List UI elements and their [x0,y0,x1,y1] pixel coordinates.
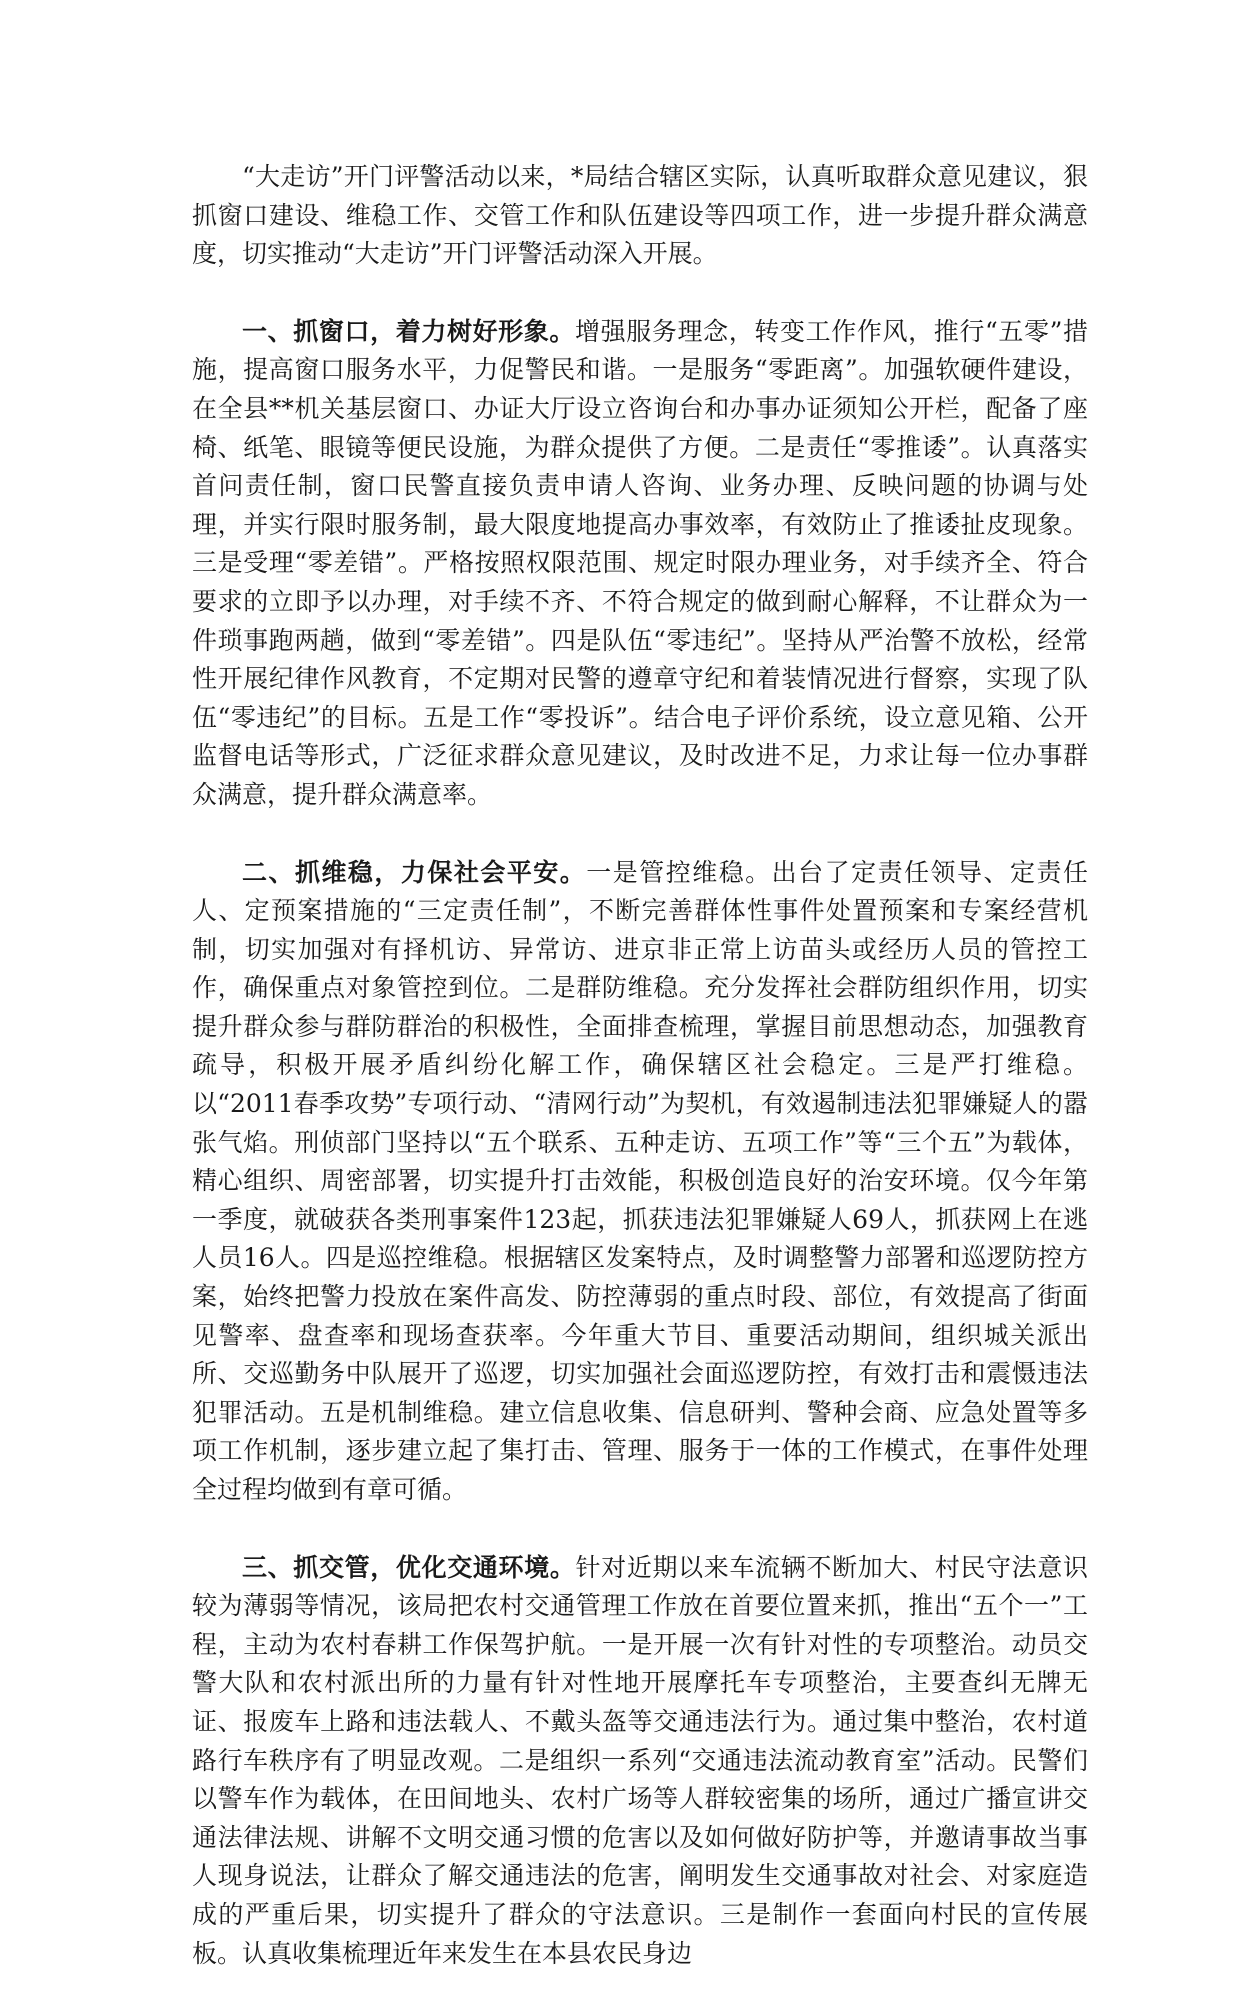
section-body-3: 针对近期以来车流辆不断加大、村民守法意识较为薄弱等情况，该局把农村交通管理工作放在首要位置来抓，推出“五个一”工程，主动为农村春耕工作保驾护航。一是开展一次有针对性的专项整治。动员交警大队和农村派出所的力量有针对性地开展摩托车专项整治，主要查纠无牌无证、报废车上路和违法载人、不戴头盔等交通违法行为。通过集中整治，农村道路行车秩序有了明显改观。二是组织一系列“交通违法流动教育室”活动。民警们以警车作为载体，在田间地头、农村广场等人群较密集的场所，通过广播宣讲交通法律法规、讲解不文明交通习惯的危害以及如何做好防护等，并邀请事故当事人现身说法，让群众了解交通违法的危害，阐明发生交通事故对社会、对家庭造成的严重后果，切实提升了群众的守法意识。三是制作一套面向村民的宣传展板。认真收集梳理近年来发生在本县农民身边 [192,1552,1088,1968]
section-body-1: 增强服务理念，转变工作作风，推行“五零”措施，提高窗口服务水平，力促警民和谐。一是服务“零距离”。加强软硬件建设，在全县**机关基层窗口、办证大厅设立咨询台和办事办证须知公开栏，配备了座椅、纸笔、眼镜等便民设施，为群众提供了方便。二是责任“零推诿”。认真落实首问责任制，窗口民警直接负责申请人咨询、业务办理、反映问题的协调与处理，并实行限时服务制，最大限度地提高办事效率，有效防止了推诿扯皮现象。三是受理“零差错”。严格按照权限范围、规定时限办理业务，对手续齐全、符合要求的立即予以办理，对手续不齐、不符合规定的做到耐心解释，不让群众为一件琐事跑两趟，做到“零差错”。四是队伍“零违纪”。坚持从严治警不放松，经常性开展纪律作风教育，不定期对民警的遵章守纪和着装情况进行督察，实现了队伍“零违纪”的目标。五是工作“零投诉”。结合电子评价系统，设立意见箱、公开监督电话等形式，广泛征求群众意见建议，及时改进不足，力求让每一位办事群众满意，提升群众满意率。 [192,316,1088,809]
section-heading-3: 三、抓交管，优化交通环境。 [242,1552,576,1582]
intro-paragraph: “大走访”开门评警活动以来，*局结合辖区实际，认真听取群众意见建议，狠抓窗口建设、维稳工作、交管工作和队伍建设等四项工作，进一步提升群众满意度，切实推动“大走访”开门评警活动深入开展。 [192,162,1088,269]
document-body [192,158,1088,2012]
section-paragraph-3 [192,1549,1088,1974]
section-heading-2: 二、抓维稳，力保社会平安。 [242,857,587,887]
section-paragraph-2 [192,854,1088,1510]
section-body-2: 一是管控维稳。出台了定责任领导、定责任人、定预案措施的“三定责任制”，不断完善群体性事件处置预案和专案经营机制，切实加强对有择机访、异常访、进京非正常上访苗头或经历人员的管控工作，确保重点对象管控到位。二是群防维稳。充分发挥社会群防组织作用，切实提升群众参与群防群治的积极性，全面排查梳理，掌握目前思想动态，加强教育疏导，积极开展矛盾纠纷化解工作，确保辖区社会稳定。三是严打维稳。以“2011春季攻势”专项行动、“清网行动”为契机，有效遏制违法犯罪嫌疑人的嚣张气焰。刑侦部门坚持以“五个联系、五种走访、五项工作”等“三个五”为载体，精心组织、周密部署，切实提升打击效能，积极创造良好的治安环境。仅今年第一季度，就破获各类刑事案件123起，抓获违法犯罪嫌疑人69人，抓获网上在逃人员16人。四是巡控维稳。根据辖区发案特点，及时调整警力部署和巡逻防控方案，始终把警力投放在案件高发、防控薄弱的重点时段、部位，有效提高了街面见警率、盘查率和现场查获率。今年重大节目、重要活动期间，组织城关派出所、交巡勤务中队展开了巡逻，切实加强社会面巡逻防控，有效打击和震慑违法犯罪活动。五是机制维稳。建立信息收集、信息研判、警种会商、应急处置等多项工作机制，逐步建立起了集打击、管理、服务于一体的工作模式，在事件处理全过程均做到有章可循。 [192,857,1088,1504]
section-heading-1: 一、抓窗口，着力树好形象。 [242,316,576,346]
section-paragraph-1 [192,313,1088,815]
